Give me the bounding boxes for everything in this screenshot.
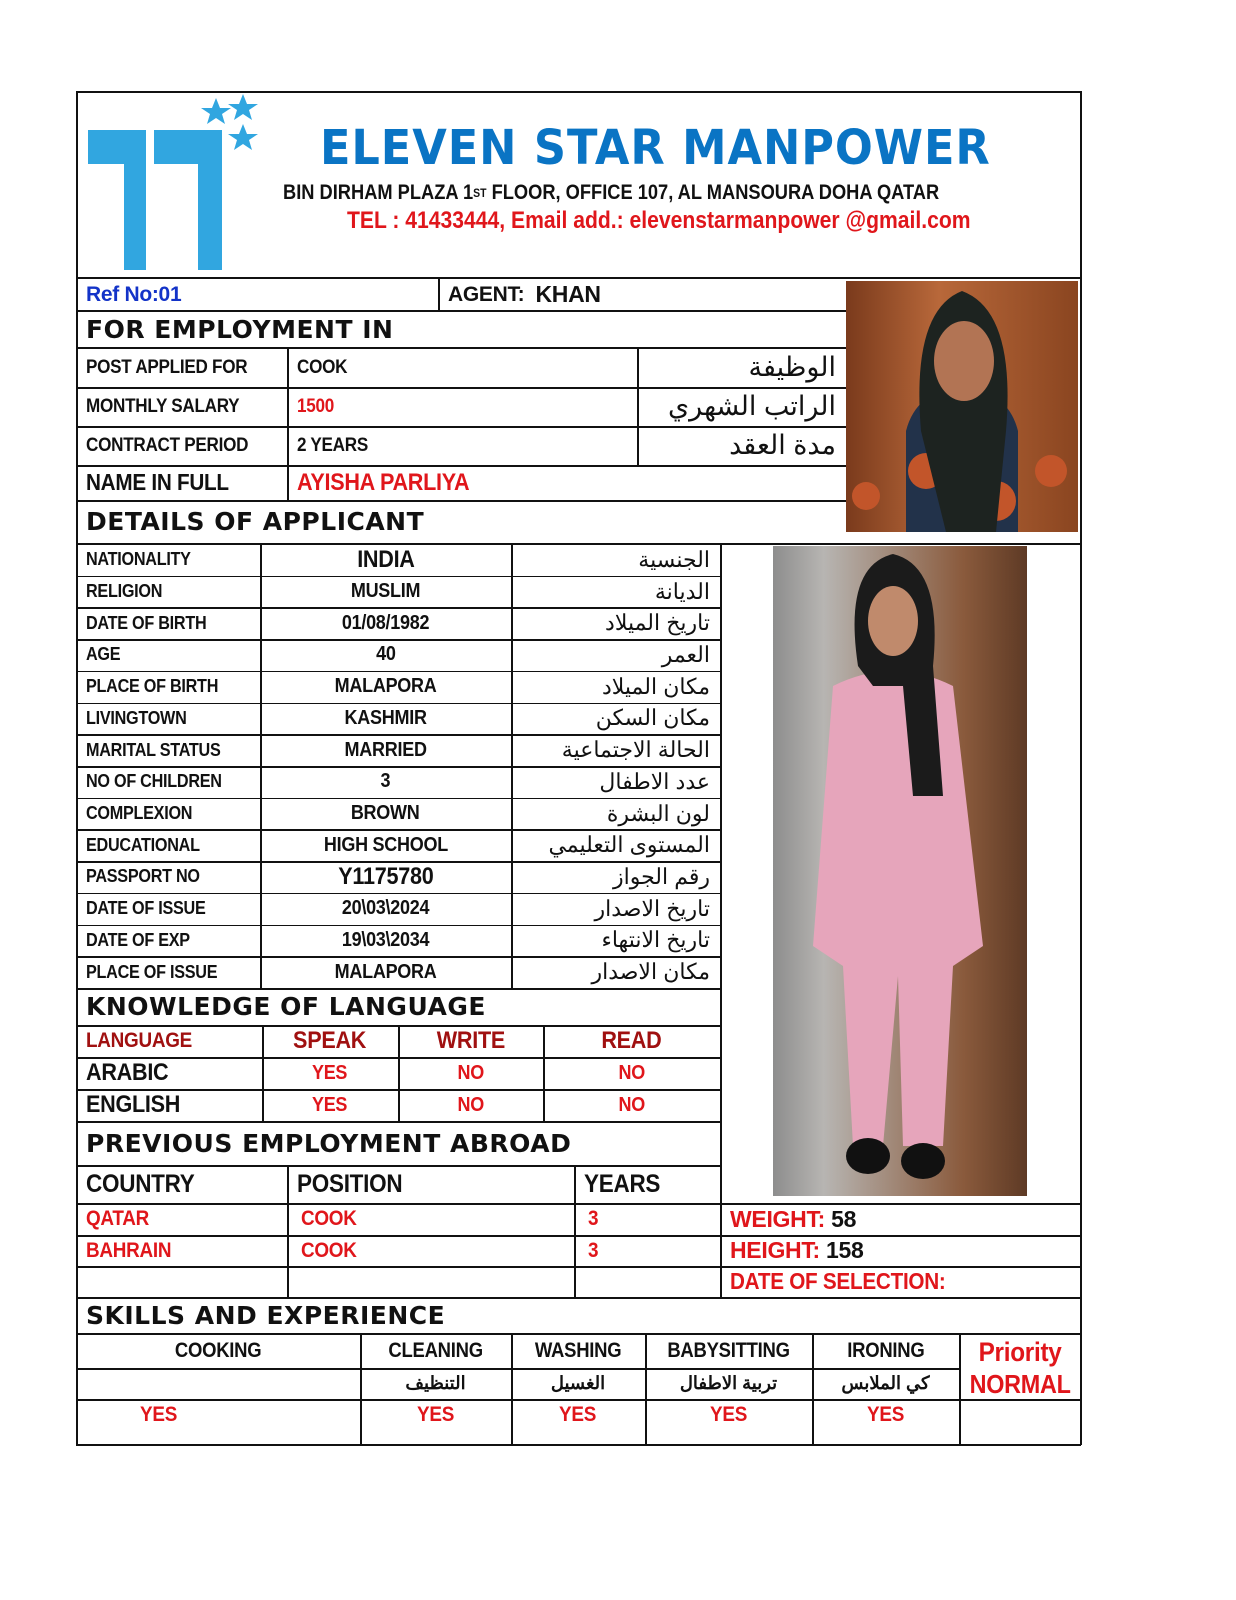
- language-cell: [543, 1089, 720, 1121]
- previous-cell: [574, 1203, 720, 1235]
- skill-header: [511, 1333, 645, 1368]
- divider: [645, 1333, 647, 1445]
- language-cell-text: NO: [618, 1061, 645, 1084]
- detail-arabic: [511, 956, 720, 988]
- detail-label: [76, 544, 260, 576]
- employment-arabic: [637, 387, 846, 426]
- company-name: ELEVEN STAR MANPOWER: [320, 120, 991, 176]
- divider: [720, 543, 722, 1297]
- detail-arabic: [511, 798, 720, 830]
- weight-value: 58: [831, 1205, 857, 1232]
- previous-cell: [76, 1266, 287, 1297]
- detail-label-text: COMPLEXION: [86, 803, 193, 824]
- skills-heading-text: SKILLS AND EXPERIENCE: [86, 1300, 446, 1330]
- priority-label: [959, 1335, 1081, 1370]
- skill-arabic: [76, 1368, 360, 1399]
- previous-cell: [287, 1235, 574, 1266]
- detail-arabic: [511, 734, 720, 766]
- detail-label: [76, 607, 260, 639]
- detail-value-text: KASHMIR: [344, 706, 427, 729]
- detail-value: [260, 829, 511, 861]
- detail-arabic-text: المستوى التعليمي: [548, 832, 710, 858]
- detail-label-text: PASSPORT NO: [86, 866, 200, 887]
- skill-value: [360, 1399, 511, 1430]
- detail-value-text: 20\03\2024: [341, 897, 430, 920]
- divider: [812, 1333, 814, 1445]
- employment-label: [76, 348, 287, 387]
- detail-arabic-text: مكان الميلاد: [601, 673, 710, 699]
- detail-label-text: LIVINGTOWN: [86, 707, 187, 728]
- previous-cell: [574, 1235, 720, 1266]
- language-cell: [543, 1057, 720, 1089]
- divider: [543, 1025, 545, 1121]
- divider: [260, 544, 262, 988]
- employment-label: [76, 426, 287, 465]
- detail-value: [260, 798, 511, 830]
- skill-value-text: YES: [140, 1402, 178, 1426]
- divider: [76, 1444, 1081, 1446]
- detail-label: [76, 861, 260, 893]
- detail-value-text: INDIA: [356, 545, 415, 573]
- detail-arabic-text: مكان السكن: [595, 705, 710, 731]
- skill-header-text: IRONING: [846, 1338, 925, 1362]
- language-cell: [76, 1089, 262, 1121]
- employment-arabic-text: الراتب الشهري: [668, 391, 836, 421]
- language-cell-text: ARABIC: [86, 1059, 169, 1086]
- detail-arabic: [511, 576, 720, 608]
- language-cell-text: NO: [457, 1093, 484, 1116]
- skill-arabic: [812, 1368, 959, 1399]
- employment-value-text: 1500: [297, 395, 334, 417]
- divider: [574, 1165, 576, 1297]
- detail-arabic: [511, 607, 720, 639]
- detail-label-text: DATE OF EXP: [86, 929, 190, 950]
- skill-value: [511, 1399, 645, 1430]
- previous-header: [76, 1165, 287, 1203]
- detail-value-text: MALAPORA: [334, 960, 437, 983]
- applicant-name-text: AYISHA PARLIYA: [297, 468, 470, 496]
- previous-cell: [76, 1235, 287, 1266]
- previous-cell: [76, 1203, 287, 1235]
- detail-arabic-text: رقم الجواز: [612, 863, 710, 889]
- skill-arabic-text: تربية الاطفال: [679, 1373, 778, 1393]
- language-cell: [262, 1057, 398, 1089]
- detail-arabic: [511, 893, 720, 925]
- skill-header: [76, 1333, 360, 1368]
- skill-value: [645, 1399, 812, 1430]
- previous-cell-text: QATAR: [86, 1207, 150, 1230]
- divider: [76, 1399, 1081, 1401]
- employment-value: [287, 348, 637, 387]
- detail-value: [260, 703, 511, 735]
- previous-cell-text: 3: [588, 1238, 599, 1262]
- weight-label: WEIGHT:: [730, 1205, 825, 1232]
- previous-heading: [76, 1121, 720, 1165]
- detail-label: [76, 766, 260, 798]
- priority-value-text: NORMAL: [969, 1370, 1071, 1399]
- skill-value: [76, 1399, 360, 1430]
- detail-arabic: [511, 671, 720, 703]
- name-label-text: NAME IN FULL: [86, 469, 229, 495]
- skill-arabic: [511, 1368, 645, 1399]
- language-header: [76, 1025, 262, 1057]
- previous-cell: [574, 1266, 720, 1297]
- height-field: [720, 1235, 1081, 1266]
- detail-label-text: NO OF CHILDREN: [86, 771, 222, 792]
- skill-header-text: BABYSITTING: [667, 1338, 790, 1362]
- detail-value-text: MALAPORA: [334, 675, 437, 698]
- employment-heading-text: FOR EMPLOYMENT IN: [86, 314, 394, 344]
- detail-arabic: [511, 639, 720, 671]
- employment-heading: [76, 310, 846, 348]
- detail-arabic-text: الديانة: [654, 578, 710, 604]
- detail-label: [76, 703, 260, 735]
- priority-value: [959, 1370, 1081, 1399]
- skill-arabic: [645, 1368, 812, 1399]
- language-cell: [262, 1089, 398, 1121]
- detail-value: [260, 671, 511, 703]
- language-cell: [76, 1057, 262, 1089]
- address-text-2: FLOOR, OFFICE 107, AL MANSOURA DOHA QATAR: [486, 181, 940, 204]
- skill-value-text: YES: [709, 1402, 748, 1426]
- divider: [262, 1025, 264, 1121]
- detail-arabic-text: تاريخ الميلاد: [605, 610, 710, 636]
- employment-label: [76, 387, 287, 426]
- language-header-text: READ: [601, 1027, 662, 1054]
- detail-arabic-text: تاريخ الاصدار: [594, 895, 710, 921]
- language-cell: [398, 1089, 543, 1121]
- priority-label-text: Priority: [978, 1337, 1062, 1367]
- skill-value: [812, 1399, 959, 1430]
- skill-header: [360, 1333, 511, 1368]
- previous-heading-text: PREVIOUS EMPLOYMENT ABROAD: [86, 1128, 572, 1158]
- detail-label: [76, 925, 260, 957]
- detail-label: [76, 639, 260, 671]
- divider: [637, 348, 639, 465]
- language-cell-text: YES: [312, 1093, 348, 1116]
- previous-header-text: YEARS: [584, 1169, 661, 1198]
- language-cell: [398, 1057, 543, 1089]
- employment-label-text: CONTRACT PERIOD: [86, 434, 249, 456]
- detail-label: [76, 798, 260, 830]
- detail-arabic-text: الحالة الاجتماعية: [561, 737, 710, 763]
- company-address: [283, 180, 939, 206]
- detail-label-text: EDUCATIONAL: [86, 834, 200, 855]
- language-header-text: SPEAK: [293, 1027, 367, 1054]
- detail-label: [76, 829, 260, 861]
- previous-cell: [287, 1266, 574, 1297]
- applicant-full-photo: [773, 546, 1027, 1196]
- skill-arabic-text: كي الملابس: [841, 1373, 930, 1393]
- address-sup: ST: [473, 186, 487, 200]
- previous-header: [287, 1165, 574, 1203]
- skills-heading: [76, 1297, 1081, 1333]
- detail-label-text: DATE OF ISSUE: [86, 898, 206, 919]
- agent-field: [438, 279, 846, 310]
- employment-value: [287, 426, 637, 465]
- previous-cell-text: COOK: [301, 1238, 357, 1262]
- divider: [360, 1333, 362, 1445]
- detail-arabic: [511, 925, 720, 957]
- divider: [76, 91, 1081, 93]
- skill-header-text: WASHING: [534, 1338, 622, 1362]
- employment-arabic: [637, 348, 846, 387]
- details-heading-text: DETAILS OF APPLICANT: [86, 507, 425, 536]
- detail-value-text: MARRIED: [344, 738, 427, 761]
- language-header-text: WRITE: [436, 1027, 505, 1054]
- detail-label: [76, 734, 260, 766]
- detail-label: [76, 576, 260, 608]
- ref-number: [76, 279, 438, 310]
- employment-arabic-text: الوظيفة: [748, 352, 836, 382]
- details-heading: [76, 500, 846, 543]
- skill-header: [645, 1333, 812, 1368]
- detail-label: [76, 671, 260, 703]
- detail-arabic-text: لون البشرة: [606, 800, 710, 826]
- detail-value-text: 19\03\2034: [341, 928, 430, 951]
- language-cell-text: NO: [457, 1061, 484, 1084]
- skill-value-text: YES: [559, 1402, 597, 1426]
- language-heading: [76, 988, 720, 1025]
- height-label: HEIGHT:: [730, 1237, 820, 1263]
- detail-arabic: [511, 703, 720, 735]
- detail-label-text: MARITAL STATUS: [86, 739, 221, 760]
- logo-icon: [86, 94, 261, 272]
- detail-value: [260, 544, 511, 576]
- employment-label-text: MONTHLY SALARY: [86, 395, 240, 417]
- detail-value: [260, 766, 511, 798]
- detail-value-text: 40: [375, 643, 396, 666]
- detail-value: [260, 925, 511, 957]
- skill-arabic: [360, 1368, 511, 1399]
- language-cell-text: NO: [618, 1093, 645, 1116]
- weight-field: [720, 1203, 1081, 1235]
- detail-value: [260, 734, 511, 766]
- divider: [287, 1165, 289, 1297]
- detail-arabic-text: عدد الاطفال: [599, 768, 710, 794]
- language-cell-text: YES: [312, 1061, 348, 1084]
- height-value: 158: [826, 1237, 864, 1263]
- previous-cell-text: 3: [588, 1207, 599, 1230]
- divider: [511, 1333, 513, 1445]
- language-header-text: LANGUAGE: [86, 1029, 192, 1052]
- detail-value-text: 01/08/1982: [341, 611, 430, 634]
- ref-number-text: Ref No:01: [86, 282, 182, 306]
- skill-header-text: COOKING: [174, 1338, 262, 1362]
- detail-arabic-text: مكان الاصدار: [591, 959, 710, 985]
- detail-value: [260, 607, 511, 639]
- divider: [511, 544, 513, 988]
- employment-value-text: 2 YEARS: [297, 434, 368, 456]
- language-header: [398, 1025, 543, 1057]
- language-cell-text: ENGLISH: [86, 1091, 181, 1118]
- detail-value: [260, 576, 511, 608]
- employment-arabic-text: مدة العقد: [729, 430, 836, 460]
- detail-value-text: HIGH SCHOOL: [323, 833, 448, 856]
- detail-label-text: NATIONALITY: [86, 549, 191, 570]
- applicant-name: [287, 465, 846, 500]
- detail-value-text: Y1175780: [337, 862, 434, 890]
- previous-cell: [287, 1203, 574, 1235]
- address-text-1: BIN DIRHAM PLAZA 1: [283, 181, 474, 204]
- detail-value: [260, 956, 511, 988]
- skill-header-text: CLEANING: [388, 1338, 483, 1362]
- detail-value: [260, 639, 511, 671]
- divider: [398, 1025, 400, 1121]
- detail-value: [260, 893, 511, 925]
- selection-date-label-text: DATE OF SELECTION:: [730, 1268, 946, 1294]
- detail-arabic-text: العمر: [661, 641, 710, 667]
- detail-label-text: RELIGION: [86, 581, 163, 602]
- skill-value-text: YES: [416, 1402, 455, 1426]
- language-header: [262, 1025, 398, 1057]
- language-heading-text: KNOWLEDGE OF LANGUAGE: [86, 992, 486, 1021]
- detail-value: [260, 861, 511, 893]
- selection-date-label: [720, 1266, 1081, 1297]
- employment-value: [287, 387, 637, 426]
- skill-header: [812, 1333, 959, 1368]
- skill-arabic-text: التنظيف: [405, 1373, 466, 1393]
- agent-value: KHAN: [535, 281, 601, 307]
- detail-label: [76, 956, 260, 988]
- employment-label-text: POST APPLIED FOR: [86, 356, 248, 378]
- divider: [76, 1368, 959, 1370]
- divider: [959, 1333, 961, 1445]
- language-header: [543, 1025, 720, 1057]
- skill-arabic-text: الغسيل: [550, 1373, 606, 1393]
- detail-arabic: [511, 544, 720, 576]
- skill-value-text: YES: [866, 1402, 905, 1426]
- detail-value-text: 3: [380, 770, 391, 793]
- detail-arabic-text: الجنسية: [638, 546, 710, 572]
- applicant-portrait-photo: [846, 281, 1078, 532]
- detail-arabic: [511, 829, 720, 861]
- previous-cell-text: BAHRAIN: [86, 1238, 172, 1262]
- name-label: [76, 465, 287, 500]
- employment-value-text: COOK: [297, 356, 348, 378]
- company-contact: TEL : 41433444, Email add.: elevenstarmanpower @gmail.com: [347, 207, 971, 234]
- previous-header-text: COUNTRY: [86, 1169, 195, 1198]
- previous-header: [574, 1165, 720, 1203]
- detail-arabic: [511, 861, 720, 893]
- employment-arabic: [637, 426, 846, 465]
- detail-label-text: PLACE OF ISSUE: [86, 961, 218, 982]
- detail-arabic: [511, 766, 720, 798]
- detail-value-text: BROWN: [351, 802, 420, 825]
- detail-value-text: MUSLIM: [350, 580, 421, 603]
- previous-cell-text: COOK: [301, 1207, 357, 1230]
- agent-label: AGENT:: [448, 282, 525, 306]
- detail-label: [76, 893, 260, 925]
- previous-header-text: POSITION: [297, 1169, 403, 1198]
- detail-label-text: AGE: [86, 644, 121, 665]
- detail-label-text: PLACE OF BIRTH: [86, 676, 219, 697]
- detail-arabic-text: تاريخ الانتهاء: [601, 927, 710, 953]
- detail-label-text: DATE OF BIRTH: [86, 612, 207, 633]
